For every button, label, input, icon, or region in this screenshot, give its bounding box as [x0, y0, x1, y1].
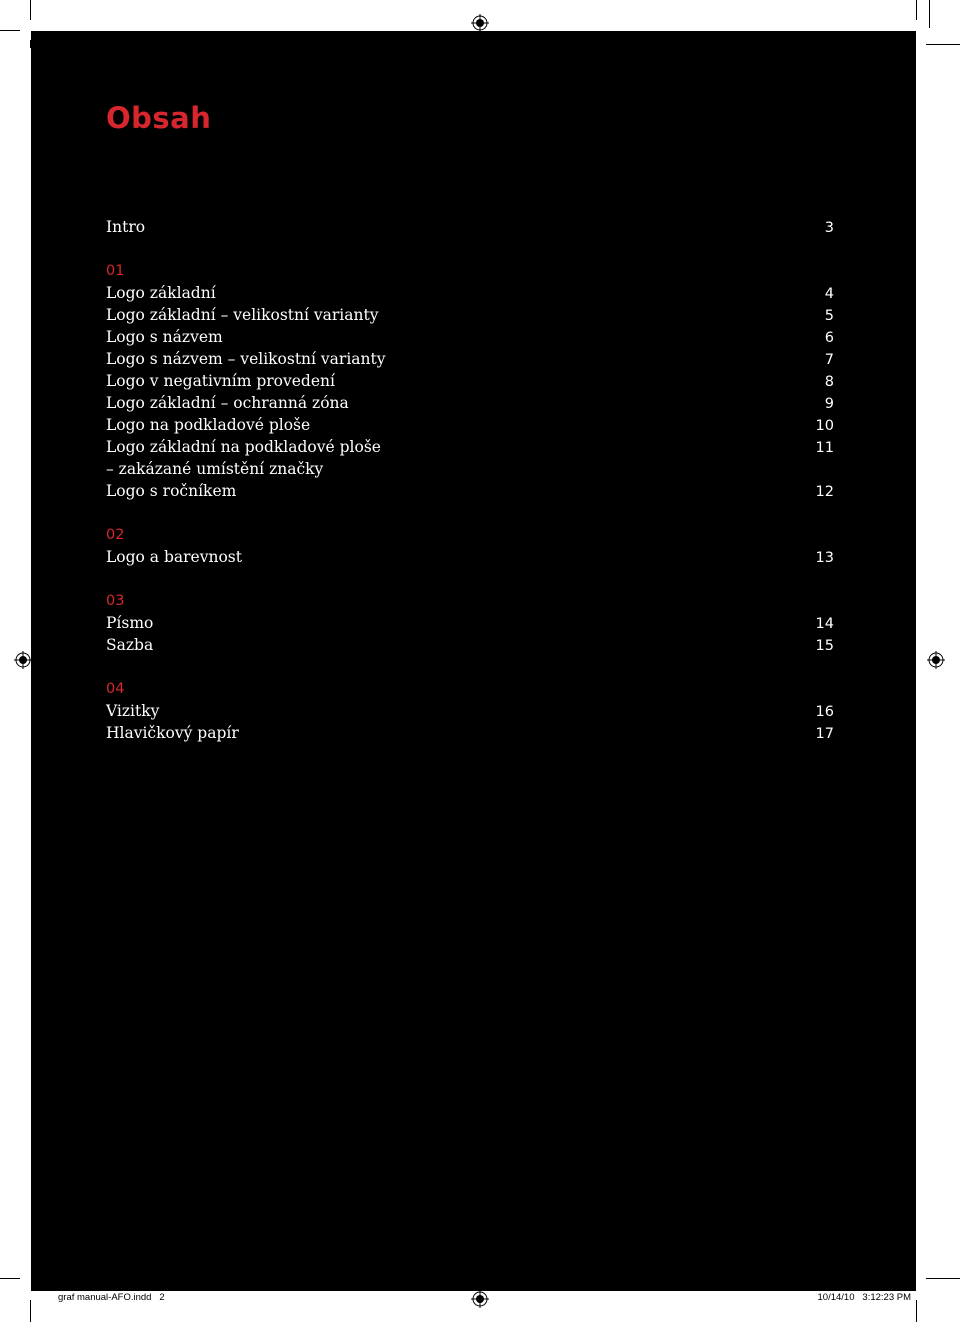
toc-entry-label: Písmo [106, 614, 154, 632]
toc-entry[interactable] [106, 392, 834, 414]
toc-entry[interactable] [106, 546, 834, 568]
toc-entry[interactable] [106, 414, 834, 436]
crop-mark [30, 0, 31, 20]
toc-entry[interactable] [106, 326, 834, 348]
table-of-contents [106, 216, 834, 744]
toc-entry[interactable] [106, 612, 834, 634]
crop-mark [30, 40, 31, 48]
toc-entry[interactable] [106, 370, 834, 392]
registration-mark-icon [471, 1290, 489, 1308]
crop-mark [916, 0, 917, 20]
page-title: Obsah [106, 101, 212, 135]
section-number: 03 [106, 593, 125, 609]
toc-entry-page: 8 [824, 374, 834, 390]
crop-mark [0, 1278, 20, 1279]
toc-entry-label: Logo s ročníkem [106, 482, 237, 500]
toc-entry-page: 14 [815, 616, 834, 632]
registration-mark-icon [471, 14, 489, 32]
toc-entry-label: Logo v negativním provedení [106, 372, 335, 390]
toc-entry-page: 10 [815, 418, 834, 434]
toc-entry-label: Logo základní – ochranná zóna [106, 394, 349, 412]
toc-entry[interactable] [106, 304, 834, 326]
registration-mark-icon [927, 651, 945, 669]
toc-entry-intro[interactable] [106, 216, 834, 238]
toc-entry-continuation[interactable] [106, 458, 834, 480]
slug-filename: graf manual-AFO.indd 2 [58, 1292, 165, 1303]
toc-entry-page: 6 [824, 330, 834, 346]
toc-entry-label: Logo a barevnost [106, 548, 242, 566]
toc-entry[interactable] [106, 480, 834, 502]
toc-entry-page: 17 [815, 726, 834, 742]
crop-mark [916, 1300, 917, 1322]
toc-entry-label: Vizitky [106, 702, 160, 720]
toc-entry-label: Hlavičkový papír [106, 724, 239, 742]
crop-mark [0, 30, 20, 31]
toc-entry-page: 7 [824, 352, 834, 368]
toc-entry-page: 11 [815, 440, 834, 456]
crop-mark [929, 0, 930, 28]
toc-entry[interactable] [106, 722, 834, 744]
toc-entry-page: 9 [824, 396, 834, 412]
crop-mark [926, 44, 960, 45]
toc-entry[interactable] [106, 436, 834, 458]
section-number: 04 [106, 681, 125, 697]
toc-entry-page: 4 [824, 286, 834, 302]
toc-entry-page: 15 [815, 638, 834, 654]
toc-entry-page: 13 [815, 550, 834, 566]
toc-entry-label: Logo na podkladové ploše [106, 416, 311, 434]
toc-entry-label: Sazba [106, 636, 154, 654]
toc-entry[interactable] [106, 282, 834, 304]
crop-mark [926, 1278, 960, 1279]
toc-entry-label: Logo s názvem [106, 328, 223, 346]
toc-entry[interactable] [106, 634, 834, 656]
toc-entry-label: – zakázané umístění značky [106, 460, 324, 478]
toc-entry-page: 5 [824, 308, 834, 324]
toc-entry[interactable] [106, 348, 834, 370]
slug-timestamp: 10/14/10 3:12:23 PM [817, 1292, 911, 1303]
toc-entry-page: 16 [815, 704, 834, 720]
toc-entry-label: Logo základní na podkladové ploše [106, 438, 381, 456]
crop-mark [30, 1300, 31, 1322]
toc-entry-page: 12 [815, 484, 834, 500]
toc-entry-label: Logo základní – velikostní varianty [106, 306, 379, 324]
section-number: 02 [106, 527, 125, 543]
toc-page [31, 31, 916, 1291]
toc-entry[interactable] [106, 700, 834, 722]
toc-entry-label: Logo základní [106, 284, 216, 302]
toc-entry-label: Intro [106, 218, 146, 236]
registration-mark-icon [14, 651, 32, 669]
toc-entry-page: 3 [824, 220, 834, 236]
section-number: 01 [106, 263, 125, 279]
toc-entry-label: Logo s názvem – velikostní varianty [106, 350, 386, 368]
